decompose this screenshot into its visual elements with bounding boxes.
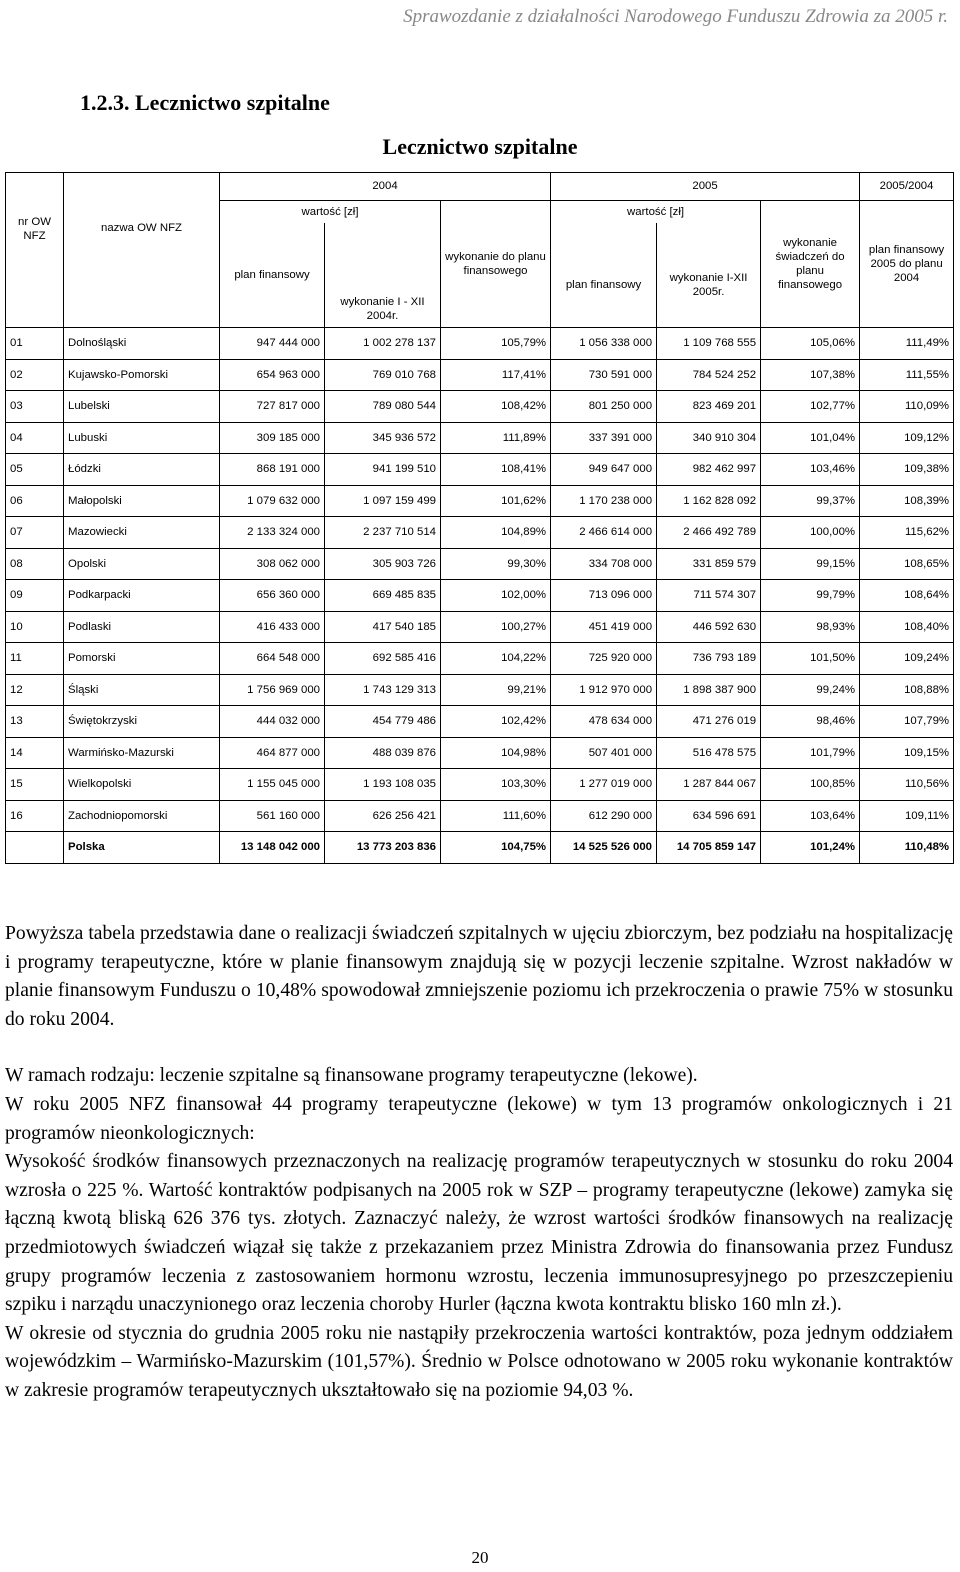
cell-ratio: 111,55% [860,359,954,391]
cell-nr: 12 [6,674,64,706]
cell-plan-2005: 612 290 000 [551,800,657,832]
cell-exec-plan-2005: 101,04% [761,422,860,454]
cell-exec-2005: 736 793 189 [657,643,761,675]
cell-exec-plan-2005: 99,37% [761,485,860,517]
cell-ratio: 108,39% [860,485,954,517]
cell-exec-2004: 1 002 278 137 [325,328,441,360]
cell-nr: 06 [6,485,64,517]
table-row [6,800,954,832]
cell-exec-plan-2004: 117,41% [441,359,551,391]
cell-plan-2004: 561 160 000 [220,800,325,832]
cell-plan-2004: 947 444 000 [220,328,325,360]
body-text [5,920,953,1406]
table-row [6,737,954,769]
cell-nr: 13 [6,706,64,738]
group-header-value-2005: wartość [zł] [551,201,761,224]
cell-exec-plan-2005: 103,64% [761,800,860,832]
cell-exec-plan-2005: 99,24% [761,674,860,706]
cell-name: Opolski [64,548,220,580]
cell-plan-2005: 730 591 000 [551,359,657,391]
cell-name: Świętokrzyski [64,706,220,738]
cell-exec-plan-2005: 101,24% [761,832,860,864]
table-row [6,391,954,423]
header-year-2005: 2005 [551,173,860,201]
cell-exec-2004: 669 485 835 [325,580,441,612]
cell-exec-2004: 488 039 876 [325,737,441,769]
cell-exec-2005: 711 574 307 [657,580,761,612]
cell-nr: 02 [6,359,64,391]
cell-exec-plan-2005: 102,77% [761,391,860,423]
table-row [6,548,954,580]
cell-exec-2005: 634 596 691 [657,800,761,832]
cell-plan-2005: 451 419 000 [551,611,657,643]
cell-exec-2005: 340 910 304 [657,422,761,454]
cell-plan-2004: 444 032 000 [220,706,325,738]
cell-plan-2005: 507 401 000 [551,737,657,769]
cell-exec-plan-2005: 100,00% [761,517,860,549]
cell-ratio: 108,65% [860,548,954,580]
cell-name: Łódzki [64,454,220,486]
col-header-exec-2004: wykonanie I - XII 2004r. [325,223,441,328]
col-header-name: nazwa OW NFZ [64,201,220,328]
cell-exec-2005: 823 469 201 [657,391,761,423]
cell-exec-plan-2004: 100,27% [441,611,551,643]
cell-plan-2004: 654 963 000 [220,359,325,391]
cell-plan-2004: 727 817 000 [220,391,325,423]
col-header-exec-plan-2004: wykonanie do planu finansowego [441,201,551,328]
cell-exec-plan-2004: 99,21% [441,674,551,706]
cell-plan-2005: 14 525 526 000 [551,832,657,864]
cell-exec-plan-2004: 104,89% [441,517,551,549]
cell-exec-2005: 331 859 579 [657,548,761,580]
hospital-care-table [5,172,954,864]
cell-plan-2004: 664 548 000 [220,643,325,675]
cell-exec-2005: 982 462 997 [657,454,761,486]
table-row [6,454,954,486]
cell-nr: 14 [6,737,64,769]
cell-plan-2004: 868 191 000 [220,454,325,486]
running-header: Sprawozdanie z działalności Narodowego Funduszu Zdrowia za 2005 r. [403,6,948,27]
cell-plan-2005: 713 096 000 [551,580,657,612]
cell-ratio: 109,15% [860,737,954,769]
cell-exec-2005: 784 524 252 [657,359,761,391]
cell-exec-2005: 471 276 019 [657,706,761,738]
table-row [6,769,954,801]
cell-exec-2004: 692 585 416 [325,643,441,675]
cell-nr: 10 [6,611,64,643]
cell-exec-2004: 769 010 768 [325,359,441,391]
cell-exec-2004: 1 193 108 035 [325,769,441,801]
cell-plan-2004: 308 062 000 [220,548,325,580]
col-header-plan-2004: plan finansowy [220,223,325,328]
cell-name: Lubuski [64,422,220,454]
paragraph-programs-intro: W ramach rodzaju: leczenie szpitalne są finansowane programy terapeutyczne (lekowe). [5,1065,698,1087]
col-header-plan-2005: plan finansowy [551,223,657,328]
cell-exec-plan-2004: 104,75% [441,832,551,864]
cell-exec-plan-2005: 101,79% [761,737,860,769]
cell-nr: 09 [6,580,64,612]
cell-exec-plan-2004: 104,22% [441,643,551,675]
cell-exec-2004: 345 936 572 [325,422,441,454]
cell-exec-2005: 1 287 844 067 [657,769,761,801]
cell-name: Małopolski [64,485,220,517]
cell-name: Podlaski [64,611,220,643]
paragraph-summary: Powyższa tabela przedstawia dane o realizacji świadczeń szpitalnych w ujęciu zbiorczym, bez podziału na hospitalizację i programy terapeutyczne, które w planie finansowym znajdują się w pozycji leczenie szpitalne. Wzrost nakładów w planie finansowym Funduszu o 10,48% spowodował zmniejszenie poziomu ich przekroczenia o prawie 75% w stosunku do roku 2004. [5,923,953,1030]
cell-name: Zachodniopomorski [64,800,220,832]
cell-ratio: 109,12% [860,422,954,454]
cell-name: Dolnośląski [64,328,220,360]
cell-exec-plan-2005: 99,79% [761,580,860,612]
cell-ratio: 109,24% [860,643,954,675]
cell-exec-plan-2005: 98,93% [761,611,860,643]
cell-name: Śląski [64,674,220,706]
cell-exec-plan-2004: 101,62% [441,485,551,517]
page-number: 20 [471,1548,489,1567]
cell-ratio: 115,62% [860,517,954,549]
table-row [6,706,954,738]
paragraph-contract-execution: W okresie od stycznia do grudnia 2005 roku nie nastąpiły przekroczenia wartości kontraktów, poza jednym oddziałem wojewódzkim – Warmińsko-Mazurskim (101,57%). Średnio w Polsce odnotowano w 2005 roku wykonanie kontraktów w zakresie programów terapeutycznych ukształtowało się na poziomie 94,03 %. [5,1322,953,1401]
cell-nr: 15 [6,769,64,801]
cell-exec-plan-2005: 105,06% [761,328,860,360]
cell-exec-2004: 1 097 159 499 [325,485,441,517]
cell-plan-2005: 1 912 970 000 [551,674,657,706]
cell-exec-2005: 2 466 492 789 [657,517,761,549]
table-row [6,580,954,612]
cell-exec-2004: 454 779 486 [325,706,441,738]
cell-exec-2005: 1 162 828 092 [657,485,761,517]
cell-exec-2004: 626 256 421 [325,800,441,832]
cell-plan-2004: 309 185 000 [220,422,325,454]
cell-name: Podkarpacki [64,580,220,612]
cell-plan-2004: 464 877 000 [220,737,325,769]
cell-exec-plan-2004: 102,00% [441,580,551,612]
cell-plan-2004: 656 360 000 [220,580,325,612]
cell-ratio: 108,64% [860,580,954,612]
header-year-ratio: 2005/2004 [860,173,954,201]
cell-exec-2005: 1 898 387 900 [657,674,761,706]
cell-ratio: 111,49% [860,328,954,360]
section-heading: 1.2.3. Lecznictwo szpitalne [80,90,330,115]
cell-plan-2005: 334 708 000 [551,548,657,580]
table-row [6,485,954,517]
cell-nr: 11 [6,643,64,675]
cell-nr: 04 [6,422,64,454]
cell-plan-2005: 1 170 238 000 [551,485,657,517]
cell-exec-2004: 1 743 129 313 [325,674,441,706]
cell-exec-2004: 2 237 710 514 [325,517,441,549]
cell-plan-2005: 1 056 338 000 [551,328,657,360]
cell-exec-plan-2004: 105,79% [441,328,551,360]
cell-exec-2004: 941 199 510 [325,454,441,486]
cell-plan-2004: 13 148 042 000 [220,832,325,864]
cell-nr: 05 [6,454,64,486]
cell-plan-2005: 725 920 000 [551,643,657,675]
cell-exec-plan-2005: 98,46% [761,706,860,738]
cell-plan-2005: 2 466 614 000 [551,517,657,549]
table-total-row [6,832,954,864]
col-header-nr: nr OW NFZ [6,201,64,328]
cell-exec-plan-2004: 108,42% [441,391,551,423]
cell-exec-plan-2004: 104,98% [441,737,551,769]
cell-name: Kujawsko-Pomorski [64,359,220,391]
table-row [6,422,954,454]
cell-ratio: 109,38% [860,454,954,486]
cell-exec-2005: 14 705 859 147 [657,832,761,864]
cell-exec-plan-2005: 103,46% [761,454,860,486]
table-row [6,517,954,549]
cell-ratio: 110,48% [860,832,954,864]
cell-name: Lubelski [64,391,220,423]
cell-exec-2005: 1 109 768 555 [657,328,761,360]
cell-ratio: 107,79% [860,706,954,738]
cell-exec-plan-2005: 107,38% [761,359,860,391]
cell-exec-plan-2004: 111,89% [441,422,551,454]
cell-plan-2005: 478 634 000 [551,706,657,738]
cell-nr: 16 [6,800,64,832]
cell-exec-plan-2005: 99,15% [761,548,860,580]
cell-exec-2005: 516 478 575 [657,737,761,769]
paragraph-programs-count: W roku 2005 NFZ finansował 44 programy terapeutyczne (lekowe) w tym 13 programów onkologicznych i 21 programów nieonkologicznych: [5,1093,953,1144]
cell-exec-plan-2004: 99,30% [441,548,551,580]
col-header-exec-plan-2005: wykonanie świadczeń do planu finansowego [761,201,860,328]
cell-nr [6,832,64,864]
cell-plan-2004: 1 079 632 000 [220,485,325,517]
cell-exec-2004: 13 773 203 836 [325,832,441,864]
cell-name: Warmińsko-Mazurski [64,737,220,769]
cell-plan-2005: 337 391 000 [551,422,657,454]
col-header-ratio: plan finansowy 2005 do planu 2004 [860,201,954,328]
header-year-2004: 2004 [220,173,551,201]
cell-nr: 08 [6,548,64,580]
header-blank-name [64,173,220,201]
cell-exec-2004: 789 080 544 [325,391,441,423]
cell-exec-plan-2005: 101,50% [761,643,860,675]
table-row [6,328,954,360]
cell-plan-2004: 2 133 324 000 [220,517,325,549]
cell-plan-2005: 949 647 000 [551,454,657,486]
cell-exec-plan-2004: 111,60% [441,800,551,832]
cell-plan-2005: 1 277 019 000 [551,769,657,801]
cell-plan-2004: 1 756 969 000 [220,674,325,706]
cell-nr: 07 [6,517,64,549]
cell-nr: 01 [6,328,64,360]
cell-exec-2005: 446 592 630 [657,611,761,643]
table-row [6,359,954,391]
table-row [6,643,954,675]
cell-name: Mazowiecki [64,517,220,549]
table-title: Lecznictwo szpitalne [382,134,578,159]
cell-plan-2005: 801 250 000 [551,391,657,423]
cell-nr: 03 [6,391,64,423]
cell-name: Polska [64,832,220,864]
cell-exec-2004: 305 903 726 [325,548,441,580]
table-row [6,611,954,643]
col-header-exec-2005: wykonanie I-XII 2005r. [657,223,761,328]
cell-exec-2004: 417 540 185 [325,611,441,643]
cell-ratio: 110,56% [860,769,954,801]
cell-exec-plan-2004: 102,42% [441,706,551,738]
cell-name: Wielkopolski [64,769,220,801]
cell-ratio: 110,09% [860,391,954,423]
paragraph-funding-growth: Wysokość środków finansowych przeznaczonych na realizację programów terapeutycznych w stosunku do roku 2004 wzrosła o 225 %. Wartość kontraktów podpisanych na 2005 rok w SZP – programy terapeutyczne (lekowe) zamyka się łączną kwotą bliską 626 376 tys. złotych. Zaznaczyć należy, że wzrost wartości środków finansowych na realizację przedmiotowych świadczeń wiązał się także z przekazaniem przez Ministra Zdrowia do finansowania przez Fundusz grupy programów leczenia z zastosowaniem hormonu wzrostu, leczenia immunosupresyjnego po przeszczepieniu szpiku i narządu unaczynionego oraz leczenia choroby Hurler (łączna kwota kontraktu blisko 160 mln zł.). [5,1151,953,1316]
cell-plan-2004: 416 433 000 [220,611,325,643]
cell-plan-2004: 1 155 045 000 [220,769,325,801]
group-header-value-2004: wartość [zł] [220,201,441,224]
cell-ratio: 109,11% [860,800,954,832]
cell-exec-plan-2004: 103,30% [441,769,551,801]
header-blank-nr [6,173,64,201]
cell-exec-plan-2005: 100,85% [761,769,860,801]
table-row [6,674,954,706]
cell-name: Pomorski [64,643,220,675]
cell-ratio: 108,40% [860,611,954,643]
cell-ratio: 108,88% [860,674,954,706]
cell-exec-plan-2004: 108,41% [441,454,551,486]
